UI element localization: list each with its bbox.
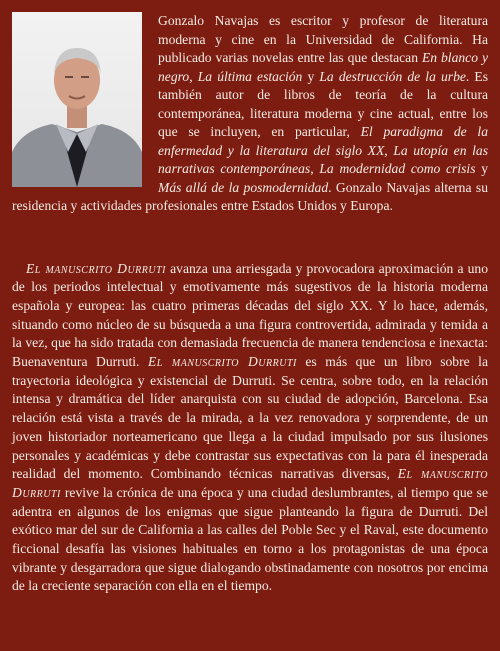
- novel-title: La última estación: [197, 68, 303, 84]
- book-title: La modernidad como crisis: [319, 161, 476, 176]
- synopsis-text: El manuscrito Durruti avanza una arriesgada y provocadora aproximación a uno de los periodos intelectual y emotivamente más sugestivos de la historia moderna española y europea: las cuatro primeras décadas del siglo XX. Y lo hace, además, situando como núcleo de su búsqueda a una figura controvertida, admirada y temida a la vez, que ha sido tratada con demasiada frecuencia de manera tendenciosa e inexacta: Buenaventura Durruti. El manuscrito Durruti es más que un libro sobre la trayectoria ideológica y existencial de Durruti. Se centra, sobre todo, en la relación intensa y dramática del líder anarquista con su ciudad de adopción, Barcelona. Esa relación está vista a través de la mirada, a la vez renovadora y sorprendente, de un joven historiador norteamericano que llega a la ciudad impulsado por sus ilusiones personales y académicas y debe contrastar sus expectativas con la para él inesperada realidad del momento. Combinando técnicas narrativas diversas, El manuscrito Durruti revive la crónica de una época y una ciudad deslumbrantes, al tiempo que se adentra en algunos de los enigmas que sigue planteando la figura de Durruti. Del exótico mar del sur de California a las calles del Poble Sec y el Raval, este documento ficcional desafía las visiones habituales en torno a los protagonistas de una época vibrante y desgarradora que sigue dialogando obstinadamente con nosotros por encima de la creciente separación con ella en el tiempo.: [12, 260, 488, 594]
- book-title: La utopía en las narrativas contemporáneas: [158, 142, 488, 176]
- book-title-small-caps: El manuscrito Durruti: [26, 260, 166, 276]
- book-title-small-caps: El manuscrito Durruti: [12, 466, 488, 500]
- author-portrait-illustration: [12, 12, 142, 187]
- book-title-small-caps: El manuscrito Durruti: [147, 354, 297, 370]
- book-synopsis: [12, 260, 488, 597]
- author-bio: [12, 12, 488, 216]
- book-title: Más allá de la posmodernidad: [158, 179, 329, 195]
- novel-title: La destrucción de la urbe: [319, 68, 466, 84]
- book-title: El paradigma de la enfermedad y la literatura del siglo XX: [158, 124, 488, 158]
- bio-text: Gonzalo Navajas es escritor y profesor de literatura moderna y cine en la Universidad de California. Ha publicado varias novelas entre las que destacan En blanco y negro, La última estación y La destrucción de la urbe. Es también autor de libros de teoría de la cultura contemporánea, literatura moderna y cine actual, entre los que se incluyen, en particular, El paradigma de la enfermedad y la literatura del siglo XX, La utopía en las narrativas contemporáneas, La modernidad como crisis y Más allá de la posmodernidad. Gonzalo Navajas alterna su residencia y actividades profesionales entre Estados Unidos y Europa.: [12, 13, 489, 213]
- novel-title: En blanco y negro: [158, 50, 488, 84]
- author-photo: [12, 12, 142, 187]
